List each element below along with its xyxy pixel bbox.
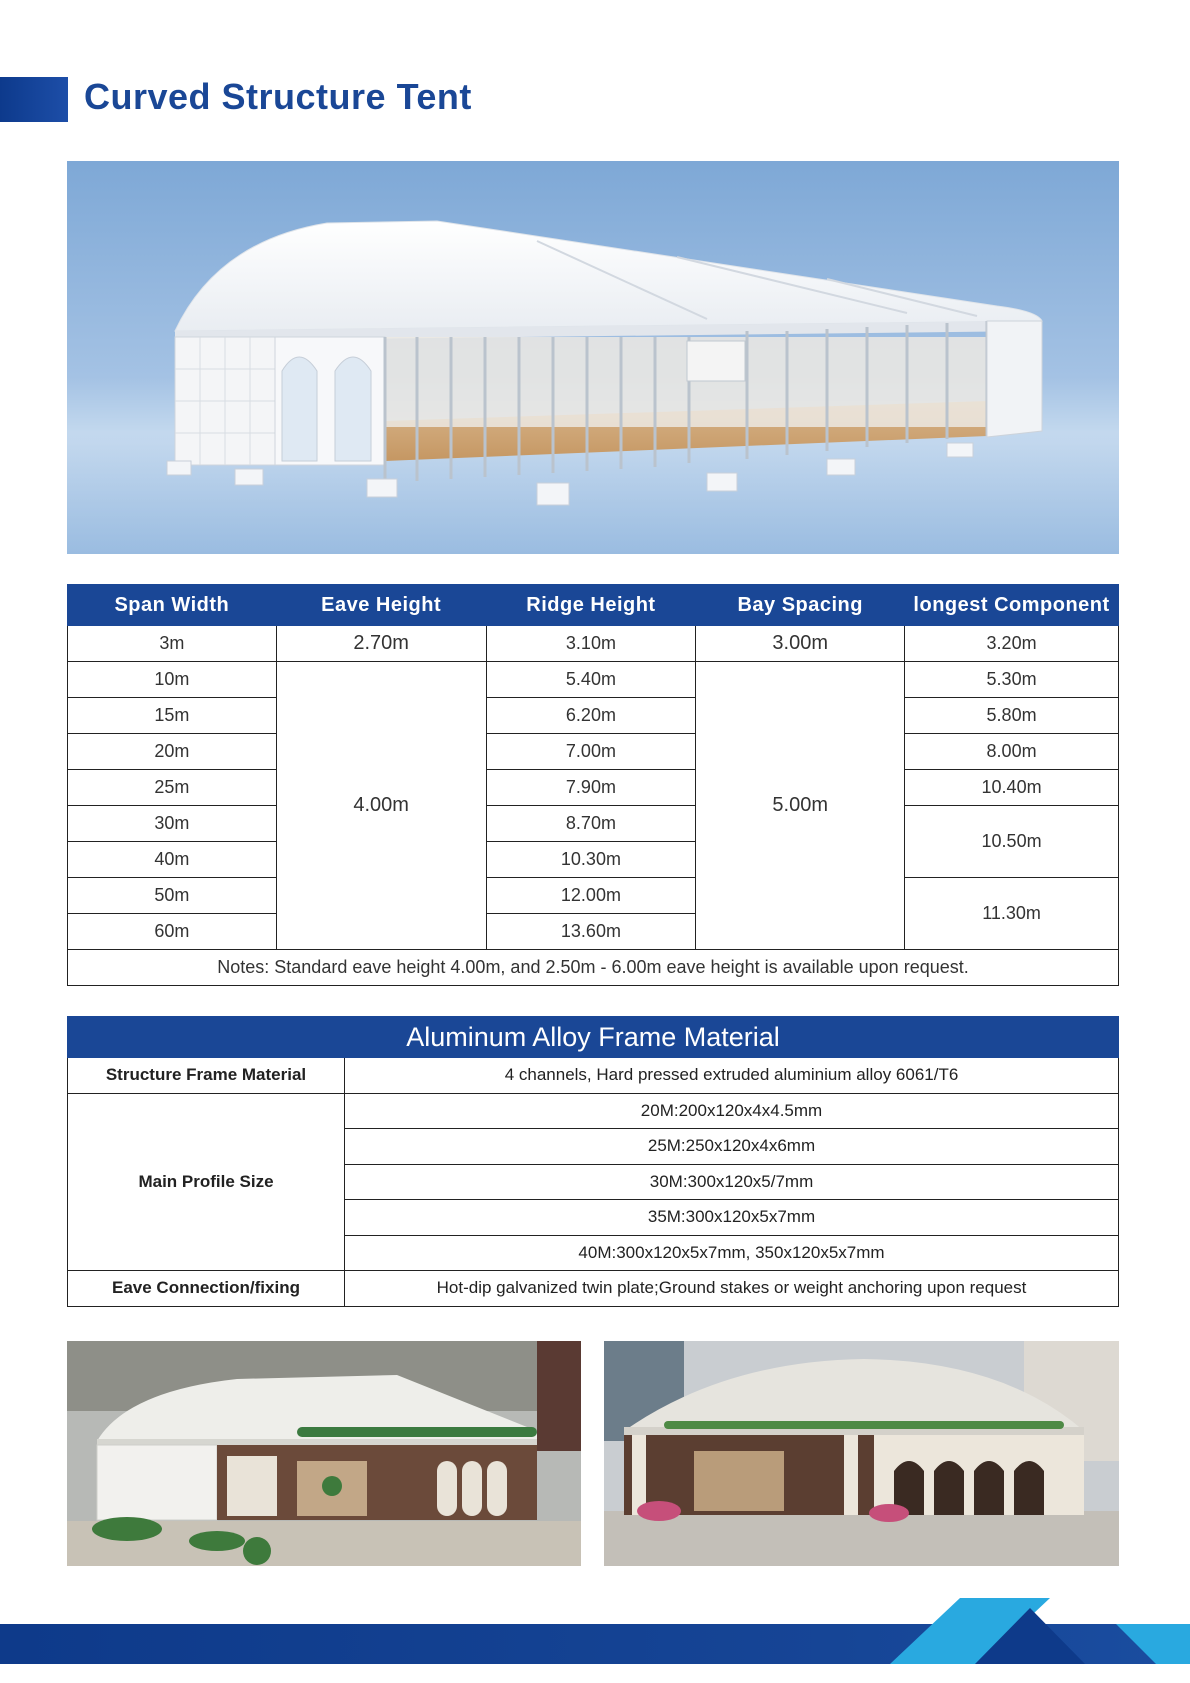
longest-component-cell: 10.40m (905, 770, 1119, 806)
longest-component-cell: 3.20m (905, 626, 1119, 662)
ridge-height-cell: 12.00m (486, 878, 696, 914)
table-row (68, 698, 1119, 734)
spec-table (67, 584, 1119, 986)
structure-frame-value: 4 channels, Hard pressed extruded aluminium alloy 6061/T6 (345, 1058, 1119, 1094)
table-row (68, 770, 1119, 806)
main-profile-value: 40M:300x120x5x7mm, 350x120x5x7mm (345, 1235, 1119, 1271)
span-width-cell: 60m (68, 914, 277, 950)
span-width-cell: 40m (68, 842, 277, 878)
longest-component-cell: 10.50m (905, 806, 1119, 878)
table-row (68, 1058, 1119, 1094)
ridge-height-cell: 3.10m (486, 626, 696, 662)
ridge-height-cell: 7.00m (486, 734, 696, 770)
title-accent-block (0, 77, 68, 122)
main-profile-value: 25M:250x120x4x6mm (345, 1129, 1119, 1165)
table-row (68, 1093, 1119, 1129)
tent-photo-left (67, 1341, 581, 1566)
tent-photo-right-illustration (604, 1341, 1119, 1566)
tent-illustration (67, 161, 1119, 554)
eave-height-cell: 4.00m (276, 662, 486, 950)
header-longest-component: longest Component (905, 585, 1119, 626)
longest-component-cell: 5.30m (905, 662, 1119, 698)
bay-spacing-cell: 5.00m (696, 662, 905, 950)
bay-spacing-cell: 3.00m (696, 626, 905, 662)
ridge-height-cell: 13.60m (486, 914, 696, 950)
table-row (68, 626, 1119, 662)
main-profile-value: 20M:200x120x4x4.5mm (345, 1093, 1119, 1129)
eave-connection-label: Eave Connection/fixing (68, 1271, 345, 1307)
span-width-cell: 20m (68, 734, 277, 770)
span-width-cell: 10m (68, 662, 277, 698)
table-row (68, 734, 1119, 770)
header-ridge-height: Ridge Height (486, 585, 696, 626)
page-title: Curved Structure Tent (84, 76, 472, 117)
main-profile-label: Main Profile Size (68, 1093, 345, 1271)
span-width-cell: 15m (68, 698, 277, 734)
tent-photo-left-illustration (67, 1341, 581, 1566)
material-table-title: Aluminum Alloy Frame Material (68, 1017, 1119, 1058)
header-eave-height: Eave Height (276, 585, 486, 626)
tent-photo-right (604, 1341, 1119, 1566)
footer-triangle-decoration (880, 1598, 1190, 1664)
span-width-cell: 50m (68, 878, 277, 914)
table-row (68, 662, 1119, 698)
table-row (68, 878, 1119, 914)
hero-tent-image (67, 161, 1119, 554)
span-width-cell: 3m (68, 626, 277, 662)
main-profile-value: 35M:300x120x5x7mm (345, 1200, 1119, 1236)
span-width-cell: 25m (68, 770, 277, 806)
eave-height-cell: 2.70m (276, 626, 486, 662)
material-table (67, 1016, 1119, 1307)
table-row (68, 1271, 1119, 1307)
eave-connection-value: Hot-dip galvanized twin plate;Ground stakes or weight anchoring upon request (345, 1271, 1119, 1307)
ridge-height-cell: 8.70m (486, 806, 696, 842)
longest-component-cell: 5.80m (905, 698, 1119, 734)
longest-component-cell: 11.30m (905, 878, 1119, 950)
ridge-height-cell: 7.90m (486, 770, 696, 806)
table-row (68, 950, 1119, 986)
main-profile-value: 30M:300x120x5/7mm (345, 1164, 1119, 1200)
ridge-height-cell: 6.20m (486, 698, 696, 734)
span-width-cell: 30m (68, 806, 277, 842)
ridge-height-cell: 5.40m (486, 662, 696, 698)
longest-component-cell: 8.00m (905, 734, 1119, 770)
header-span-width: Span Width (68, 585, 277, 626)
structure-frame-label: Structure Frame Material (68, 1058, 345, 1094)
header-bay-spacing: Bay Spacing (696, 585, 905, 626)
ridge-height-cell: 10.30m (486, 842, 696, 878)
table-row (68, 806, 1119, 842)
spec-notes: Notes: Standard eave height 4.00m, and 2.50m - 6.00m eave height is available upon request. (68, 950, 1119, 986)
